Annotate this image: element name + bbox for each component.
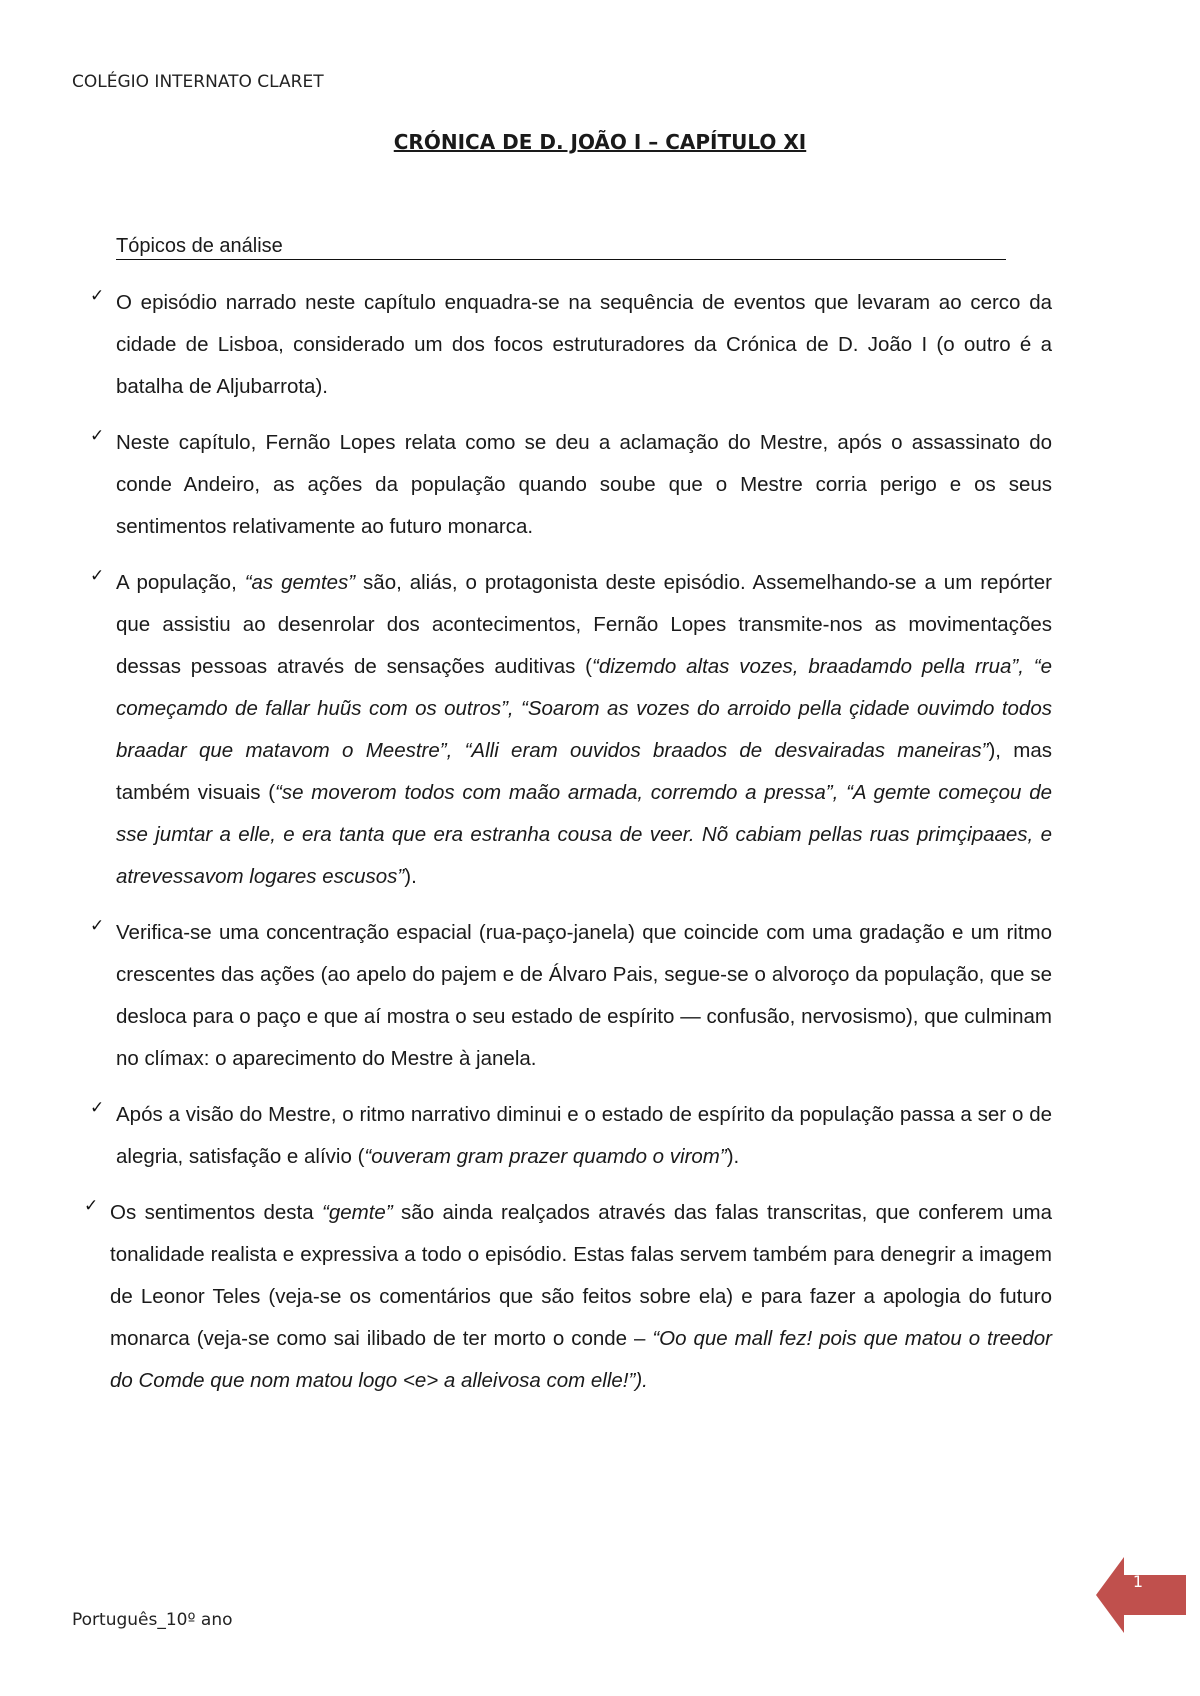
check-icon: ✓ bbox=[84, 1196, 99, 1216]
arrow-shape bbox=[1096, 1557, 1186, 1633]
list-item bbox=[90, 562, 1052, 898]
page-title: CRÓNICA DE D. JOÃO I – CAPÍTULO XI bbox=[393, 130, 807, 154]
text-run: Após a visão do Mestre, o ritmo narrativo diminui e o estado de espírito da população passa a ser o de alegria, satisfação e alívio ( bbox=[116, 1103, 1052, 1168]
quote-text: “gemte” bbox=[322, 1201, 393, 1224]
check-icon: ✓ bbox=[90, 286, 105, 306]
check-icon: ✓ bbox=[90, 1098, 105, 1118]
page-header: COLÉGIO INTERNATO CLARET bbox=[72, 72, 324, 92]
page-number: 1 bbox=[1132, 1572, 1144, 1591]
list-item bbox=[90, 912, 1052, 1080]
list-item bbox=[90, 1094, 1052, 1178]
item-text bbox=[116, 282, 1052, 408]
text-run: A população, bbox=[116, 571, 245, 594]
topics-heading: Tópicos de análise bbox=[116, 234, 1006, 260]
text-run: ). bbox=[726, 1145, 740, 1168]
list-item bbox=[84, 1192, 1052, 1402]
list-item bbox=[90, 422, 1052, 548]
quote-text: “ouveram gram prazer quamdo o virom” bbox=[364, 1145, 727, 1168]
text-run: são ainda realçados através das falas transcritas, que conferem uma tonalidade realista e expressiva a todo o episódio. Estas falas servem também para denegrir a imagem de Leonor Teles (veja-se os comentários que são feitos sobre ela) e para fazer a apologia do futuro monarca (veja-se como sai ilibado de ter morto o conde – bbox=[110, 1201, 1052, 1350]
check-icon: ✓ bbox=[90, 566, 105, 586]
check-icon: ✓ bbox=[90, 426, 105, 446]
text-run: Neste capítulo, Fernão Lopes relata como se deu a aclamação do Mestre, após o assassinato do conde Andeiro, as ações da população quando soube que o Mestre corria perigo e os seus sentimentos relativamente ao futuro monarca. bbox=[116, 431, 1052, 538]
quote-text: “as gemtes” bbox=[244, 571, 356, 594]
item-text bbox=[110, 1192, 1052, 1402]
quote-text: “Oo que mall fez! pois que matou o treedor do Comde que nom matou logo <e> a alleivosa com elle!”). bbox=[110, 1327, 1052, 1392]
item-text bbox=[116, 1094, 1052, 1178]
item-text bbox=[116, 422, 1052, 548]
text-run: Os sentimentos desta bbox=[110, 1201, 323, 1224]
text-run: ). bbox=[404, 865, 417, 888]
quote-text: “dizemdo altas vozes, braadamdo pella rrua”, “e começamdo de fallar huũs com os outros”, “Soarom as vozes do arroido pella çidade ouvimdo todos braadar que matavom o Meestre”, “Alli eram ouvidos braados de desvairadas maneiras” bbox=[116, 655, 1052, 762]
text-run: ), mas também visuais ( bbox=[116, 739, 1052, 804]
topics-list bbox=[84, 282, 1053, 1416]
item-text bbox=[116, 912, 1052, 1080]
page-number-arrow-icon bbox=[1096, 1557, 1186, 1633]
page-footer: Português_10º ano bbox=[72, 1610, 233, 1630]
text-run: são, aliás, o protagonista deste episódio. Assemelhando-se a um repórter que assistiu ao desenrolar dos acontecimentos, Fernão Lopes transmite-nos as movimentações dessas pessoas através de sensações auditivas ( bbox=[116, 571, 1052, 678]
item-text bbox=[116, 562, 1052, 898]
text-run: Verifica-se uma concentração espacial (rua-paço-janela) que coincide com uma gradação e um ritmo crescentes das ações (ao apelo do pajem e de Álvaro Pais, segue-se o alvoroço da população, que se desloca para o paço e que aí mostra o seu estado de espírito — confusão, nervosismo), que culminam no clímax: o aparecimento do Mestre à janela. bbox=[116, 921, 1052, 1070]
text-run: O episódio narrado neste capítulo enquadra-se na sequência de eventos que levaram ao cerco da cidade de Lisboa, considerado um dos focos estruturadores da Crónica de D. João I (o outro é a batalha de Aljubarrota). bbox=[116, 291, 1052, 398]
list-item bbox=[90, 282, 1052, 408]
quote-text: “se moverom todos com maão armada, corremdo a pressa”, “A gemte começou de sse jumtar a elle, e era tanta que era estranha cousa de veer. Nõ cabiam pellas ruas primçipaaes, e atrevessavom logares escusos” bbox=[116, 781, 1053, 888]
check-icon: ✓ bbox=[90, 916, 105, 936]
